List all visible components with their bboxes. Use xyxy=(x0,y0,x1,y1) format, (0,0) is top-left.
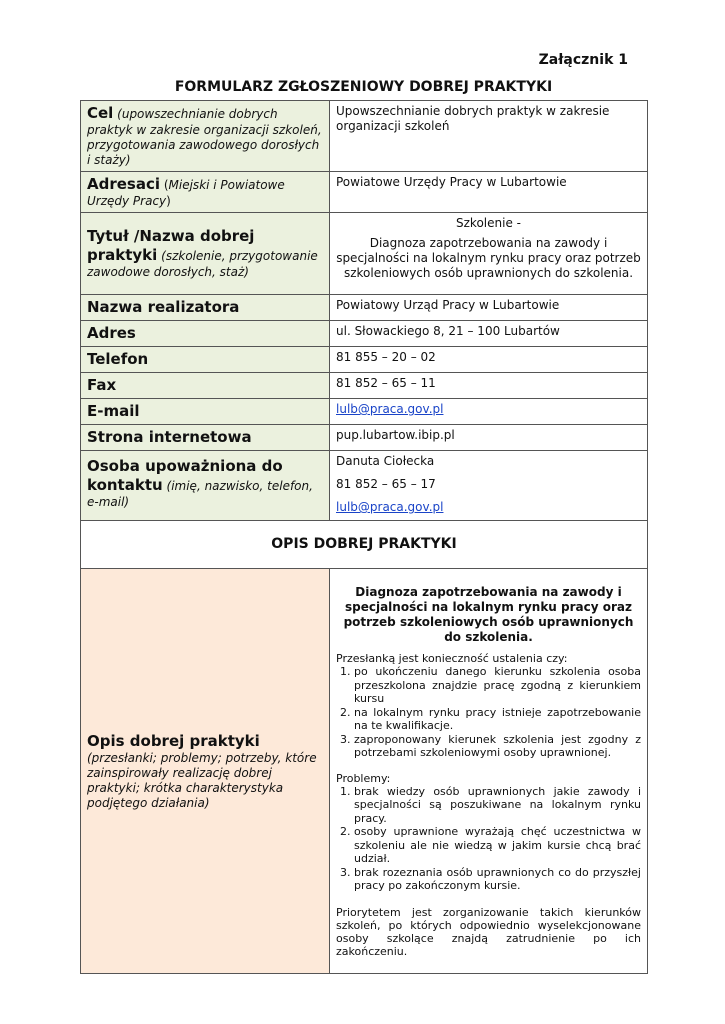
row-realizator xyxy=(81,295,648,321)
problem-item: 1. brak wiedzy osób uprawnionych jakie zawody i specjalności są poszukiwane na lokalnym rynku pracy. xyxy=(354,785,641,826)
priorytet-text: Priorytetem jest zorganizowanie takich kierunków szkoleń, po których odpowiednio wyselekcjonowane osoby szkolące znajdą zatrudnienie po ich zakończeniu. xyxy=(336,905,641,958)
strona-label-cell xyxy=(81,425,330,451)
adres-label-cell xyxy=(81,321,330,347)
przeslanka-intro: Przesłanką jest konieczność ustalenia czy: xyxy=(336,652,568,665)
opis-label: Opis dobrej praktyki xyxy=(87,731,260,750)
email-value-cell xyxy=(330,399,648,425)
opis-title: Diagnoza zapotrzebowania na zawody i specjalności na lokalnym rynku pracy oraz potrzeb szkoleniowych osób uprawnionych do szkolenia. xyxy=(343,585,634,644)
strona-value: pup.lubartow.ibip.pl xyxy=(336,428,455,442)
osoba-label-cell xyxy=(81,451,330,521)
row-opis xyxy=(81,569,648,974)
telefon-value: 81 855 – 20 – 02 xyxy=(336,350,436,364)
przeslanka-item: 3. zaproponowany kierunek szkolenia jest zgodny z potrzebami szkoleniowymi osoby uprawnionej. xyxy=(354,733,641,760)
email-label-cell xyxy=(81,399,330,425)
realizator-value: Powiatowy Urząd Pracy w Lubartowie xyxy=(336,298,560,312)
adresaci-hint: Miejski i Powiatowe Urzędy Pracy xyxy=(87,178,285,208)
row-cel xyxy=(81,101,648,172)
fax-label: Fax xyxy=(87,376,117,394)
cel-hint: (upowszechnianie dobrych praktyk w zakresie organizacji szkoleń, przygotowania zawodowego dorosłych i staży) xyxy=(87,107,322,167)
osoba-phone: 81 852 – 65 – 17 xyxy=(336,477,436,491)
osoba-name: Danuta Ciołecka xyxy=(336,454,435,468)
row-adres xyxy=(81,321,648,347)
telefon-label-cell xyxy=(81,347,330,373)
fax-value: 81 852 – 65 – 11 xyxy=(336,376,436,390)
row-strona xyxy=(81,425,648,451)
cel-value: Upowszechnianie dobrych praktyk w zakresie organizacji szkoleń xyxy=(336,104,610,133)
adresaci-hint-open: ( xyxy=(163,178,169,192)
row-fax xyxy=(81,373,648,399)
adresaci-value: Powiatowe Urzędy Pracy w Lubartowie xyxy=(336,175,567,189)
cel-label: Cel xyxy=(87,104,114,122)
telefon-label: Telefon xyxy=(87,350,149,368)
fax-value-cell xyxy=(330,373,648,399)
osoba-label: Osoba upoważniona do kontaktu xyxy=(87,457,283,494)
adresaci-hint-close: ) xyxy=(166,194,171,208)
tytul-value-cell xyxy=(330,213,648,295)
problem-item: 2. osoby uprawnione wyrażają chęć uczestnictwa w szkoleniu ale nie wiedzą w jakim kursie chcą brać udział. xyxy=(354,825,641,866)
adres-value-cell xyxy=(330,321,648,347)
tytul-value-line1: Szkolenie - xyxy=(456,216,521,230)
section-title-cell xyxy=(81,521,648,569)
przeslanka-item: 1. po ukończeniu danego kierunku szkolenia osoba przeszkolona znajdzie pracę zgodną z kierunkiem kursu xyxy=(354,665,641,706)
strona-label: Strona internetowa xyxy=(87,428,252,446)
attachment-label: Załącznik 1 xyxy=(538,52,628,68)
adresaci-value-cell xyxy=(330,172,648,213)
opis-content-cell xyxy=(330,569,648,974)
form-title: FORMULARZ ZGŁOSZENIOWY DOBREJ PRAKTYKI xyxy=(174,79,553,95)
row-email xyxy=(81,399,648,425)
tytul-value-line2: Diagnoza zapotrzebowania na zawody i specjalności na lokalnym rynku pracy oraz potrzeb szkoleniowych osób uprawnionych do szkolenia. xyxy=(336,236,641,280)
problemy-list xyxy=(336,785,641,893)
realizator-label: Nazwa realizatora xyxy=(87,298,240,316)
section-title: OPIS DOBREJ PRAKTYKI xyxy=(271,536,457,552)
adresaci-label: Adresaci xyxy=(87,175,161,193)
problem-item: 3. brak rozeznania osób uprawnionych co do przyszłej pracy po zakończonym kursie. xyxy=(354,866,641,893)
fax-label-cell xyxy=(81,373,330,399)
tytul-label-cell xyxy=(81,213,330,295)
strona-value-cell xyxy=(330,425,648,451)
adres-value: ul. Słowackiego 8, 21 – 100 Lubartów xyxy=(336,324,560,338)
row-osoba xyxy=(81,451,648,521)
realizator-value-cell xyxy=(330,295,648,321)
telefon-value-cell xyxy=(330,347,648,373)
cel-label-cell xyxy=(81,101,330,172)
cel-value-cell xyxy=(330,101,648,172)
osoba-hint: (imię, nazwisko, telefon, e-mail) xyxy=(87,479,313,509)
email-label: E-mail xyxy=(87,402,140,420)
realizator-label-cell xyxy=(81,295,330,321)
adres-label: Adres xyxy=(87,324,136,342)
przeslanki-list xyxy=(336,665,641,760)
row-tytul xyxy=(81,213,648,295)
row-adresaci xyxy=(81,172,648,213)
osoba-email-link[interactable]: lulb@praca.gov.pl xyxy=(336,500,444,514)
przeslanka-item: 2. na lokalnym rynku pracy istnieje zapotrzebowanie na te kwalifikacje. xyxy=(354,706,641,733)
osoba-value-cell xyxy=(330,451,648,521)
tytul-label: Tytuł /Nazwa dobrej praktyki xyxy=(87,227,255,264)
problemy-intro: Problemy: xyxy=(336,771,391,785)
row-telefon xyxy=(81,347,648,373)
row-section-title xyxy=(81,521,648,569)
email-link[interactable]: lulb@praca.gov.pl xyxy=(336,402,444,416)
opis-label-cell xyxy=(81,569,330,974)
application-form-table xyxy=(80,100,648,974)
opis-hint: (przesłanki; problemy; potrzeby, które zainspirowały realizację dobrej praktyki; krótka charakterystyka podjętego działania) xyxy=(87,750,317,810)
adresaci-label-cell xyxy=(81,172,330,213)
tytul-hint: (szkolenie, przygotowanie zawodowe dorosłych, staż) xyxy=(87,249,318,279)
